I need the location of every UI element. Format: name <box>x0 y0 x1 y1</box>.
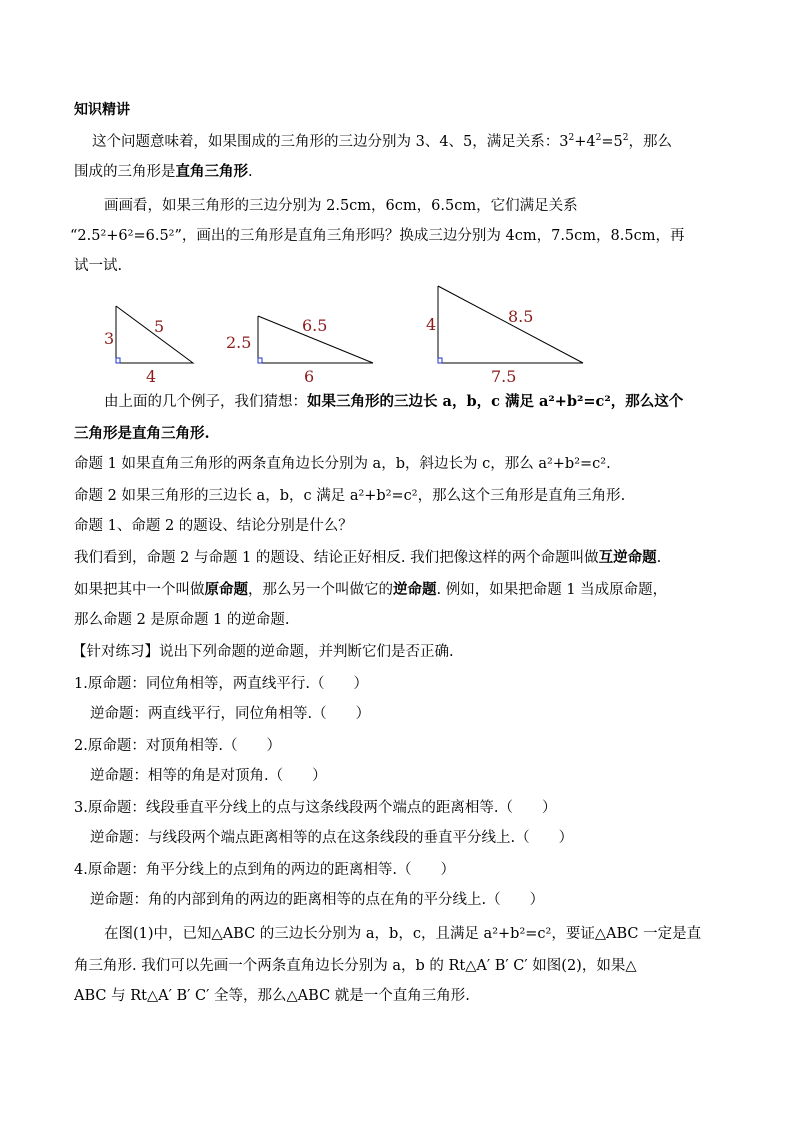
paragraph-1-line-1: 这个问题意味着，如果围成的三角形的三边分别为 3、4、5，满足关系：$3^2+4^2=5^2$，那么 <box>92 133 672 150</box>
paragraph-2-line-2: “2.5²+6²=6.5²”，画出的三角形是直角三角形吗？换成三边分别为 4cm，7.5cm，8.5cm，再 <box>70 228 685 244</box>
triangle-3-bottom-label: 7.5 <box>491 367 517 386</box>
triangle-1-hyp-label: 5 <box>154 317 165 336</box>
paragraph-5-line-1: 在图(1)中，已知△ABC 的三边长分别为 a，b，c，且满足 a²+b²=c²，要证△ABC 一定是直 <box>104 926 702 942</box>
triangle-3-left-label: 4 <box>426 315 437 334</box>
item-4-original: 4.原命题：角平分线上的点到角的两边的距离相等.（ ） <box>74 862 455 878</box>
triangle-2 <box>226 316 373 386</box>
triangle-1-bottom-label: 4 <box>146 367 157 386</box>
paragraph-4-line-3: 那么命题 2 是原命题 1 的逆命题. <box>74 612 290 628</box>
triangle-2-hyp-label: 6.5 <box>302 316 328 335</box>
paragraph-2-line-3: 试一试. <box>74 258 123 274</box>
paragraph-5-line-2: 角三角形. 我们可以先画一个两条直角边长分别为 a，b 的 Rt△A′ B′ C′ 如图(2)，如果△ <box>74 958 637 974</box>
proposition-2: 命题 2 如果三角形的三边长 a，b，c 满足 a²+b²=c²，那么这个三角形是直角三角形. <box>74 488 626 504</box>
item-2-inverse: 逆命题：相等的角是对顶角.（ ） <box>90 768 327 784</box>
item-3-inverse: 逆命题：与线段两个端点距离相等的点在这条线段的垂直平分线上.（ ） <box>90 830 574 846</box>
item-1-original: 1.原命题：同位角相等，两直线平行.（ ） <box>74 676 368 692</box>
item-2-original: 2.原命题：对顶角相等.（ ） <box>74 738 281 754</box>
item-4-inverse: 逆命题：角的内部到角的两边的距离相等的点在角的平分线上.（ ） <box>90 892 545 908</box>
triangle-2-bottom-label: 6 <box>304 367 315 386</box>
triangle-1 <box>104 306 193 386</box>
triangle-figures <box>0 280 794 390</box>
paragraph-2-line-1: 画画看，如果三角形的三边分别为 2.5cm，6cm，6.5cm，它们满足关系 <box>104 198 578 214</box>
practice-heading: 【针对练习】说出下列命题的逆命题，并判断它们是否正确. <box>72 644 454 660</box>
item-3-original: 3.原命题：线段垂直平分线上的点与这条线段两个端点的距离相等.（ ） <box>74 800 557 816</box>
paragraph-5-line-3: ABC 与 Rt△A′ B′ C′ 全等，那么△ABC 就是一个直角三角形. <box>74 988 470 1004</box>
proposition-1: 命题 1 如果直角三角形的两条直角边长分别为 a，b，斜边长为 c，那么 a²+b²=c². <box>74 456 611 472</box>
item-1-inverse: 逆命题：两直线平行，同位角相等.（ ） <box>90 706 371 722</box>
paragraph-4-line-2: 如果把其中一个叫做原命题，那么另一个叫做它的逆命题. 例如，如果把命题 1 当成原命题， <box>74 581 668 598</box>
triangle-1-left-label: 3 <box>104 329 115 348</box>
section-heading: 知识精讲 <box>74 102 130 118</box>
paragraph-4-line-1: 我们看到，命题 2 与命题 1 的题设、结论正好相反. 我们把像这样的两个命题叫做互逆命题. <box>74 549 662 566</box>
triangle-3 <box>426 286 583 386</box>
triangle-2-left-label: 2.5 <box>226 333 252 352</box>
paragraph-1-line-2: 围成的三角形是直角三角形. <box>74 163 253 180</box>
paragraph-3-line-2: 三角形是直角三角形. <box>74 425 210 442</box>
triangle-3-hyp-label: 8.5 <box>508 307 534 326</box>
paragraph-3-line-1: 由上面的几个例子，我们猜想：如果三角形的三边长 a，b，c 满足 a²+b²=c²，那么这个 <box>104 393 684 410</box>
question-line: 命题 1、命题 2 的题设、结论分别是什么？ <box>74 518 353 534</box>
